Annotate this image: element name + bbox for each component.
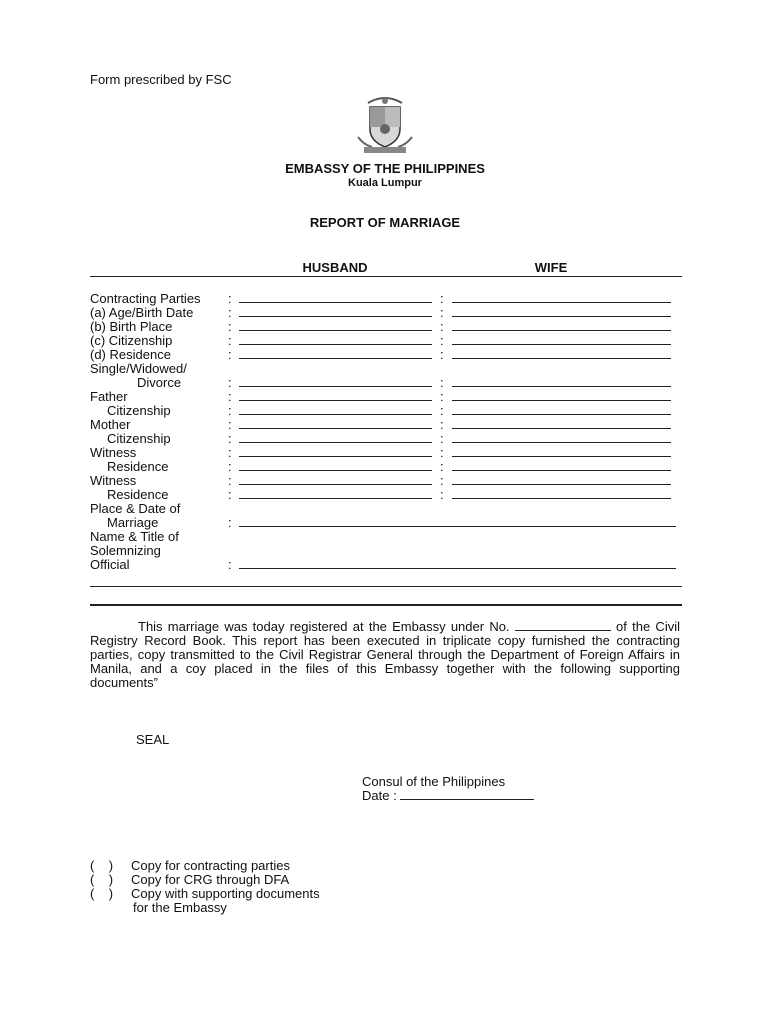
husband-birth-place-blank[interactable] bbox=[239, 330, 432, 331]
field-label-mother-citizenship: Citizenship bbox=[107, 431, 171, 446]
colon: : bbox=[440, 487, 444, 502]
coat-of-arms-icon bbox=[354, 93, 416, 155]
colon: : bbox=[228, 305, 232, 320]
field-label-witness-1-residence: Residence bbox=[107, 459, 169, 474]
colon: : bbox=[440, 459, 444, 474]
wife-age-blank[interactable] bbox=[452, 316, 671, 317]
field-label-civil-status: Single/Widowed/ bbox=[90, 361, 187, 376]
wife-contracting-parties-blank[interactable] bbox=[452, 302, 671, 303]
colon: : bbox=[440, 333, 444, 348]
field-label-citizenship: (c) Citizenship bbox=[90, 333, 173, 348]
colon: : bbox=[440, 347, 444, 362]
registry-number-blank[interactable] bbox=[515, 620, 611, 631]
field-label-place-date: Place & Date of bbox=[90, 501, 181, 516]
statement-part2: of the Civil Registry Record Book. This report has been executed in triplicate copy furnished the contracting parties, copy transmitted to the Civil Registrar General through the Department of Foreign Affairs in Manila, and a coy placed in the files of this Embassy together with the following supporting documents” bbox=[90, 619, 680, 690]
field-label-official: Official bbox=[90, 557, 130, 572]
copy-item-3: Copy with supporting documents bbox=[131, 886, 320, 901]
copy-item-3-continuation: for the Embassy bbox=[133, 900, 227, 915]
husband-column-header: HUSBAND bbox=[302, 260, 368, 275]
field-label-witness-1: Witness bbox=[90, 445, 137, 460]
husband-contracting-parties-blank[interactable] bbox=[239, 302, 432, 303]
field-label-witness-2-residence: Residence bbox=[107, 487, 169, 502]
field-label-solemnizing: Solemnizing bbox=[90, 543, 161, 558]
wife-mother-citizenship-blank[interactable] bbox=[452, 442, 671, 443]
colon: : bbox=[440, 305, 444, 320]
colon: : bbox=[228, 347, 232, 362]
witness-1-residence-blank[interactable] bbox=[239, 470, 432, 471]
field-label-contracting-parties: Contracting Parties bbox=[90, 291, 201, 306]
witness-1-extra-blank[interactable] bbox=[452, 456, 671, 457]
witness-1-name-blank[interactable] bbox=[239, 456, 432, 457]
husband-mother-citizenship-blank[interactable] bbox=[239, 442, 432, 443]
field-label-name-title: Name & Title of bbox=[90, 529, 179, 544]
colon: : bbox=[228, 319, 232, 334]
colon: : bbox=[228, 333, 232, 348]
statement-part1: This marriage was today registered at the Embassy under No. bbox=[138, 619, 510, 634]
colon: : bbox=[440, 291, 444, 306]
colon: : bbox=[228, 473, 232, 488]
wife-citizenship-blank[interactable] bbox=[452, 344, 671, 345]
colon: : bbox=[440, 403, 444, 418]
form-prescribed-note: Form prescribed by FSC bbox=[90, 72, 232, 87]
section-divider-bottom bbox=[90, 604, 682, 606]
colon: : bbox=[440, 473, 444, 488]
witness-1-residence-extra-blank[interactable] bbox=[452, 470, 671, 471]
colon: : bbox=[440, 375, 444, 390]
colon: : bbox=[228, 403, 232, 418]
seal-label: SEAL bbox=[136, 732, 170, 747]
colon: : bbox=[228, 431, 232, 446]
embassy-city: Kuala Lumpur bbox=[348, 177, 422, 189]
field-label-residence: (d) Residence bbox=[90, 347, 171, 362]
header-divider bbox=[90, 276, 682, 277]
wife-column-header: WIFE bbox=[534, 260, 568, 275]
copy-checkbox-1[interactable]: ( ) bbox=[90, 858, 114, 873]
colon: : bbox=[440, 389, 444, 404]
colon: : bbox=[228, 445, 232, 460]
solemnizing-official-blank[interactable] bbox=[239, 568, 676, 569]
wife-residence-blank[interactable] bbox=[452, 358, 671, 359]
section-divider-top bbox=[90, 586, 682, 587]
wife-birth-place-blank[interactable] bbox=[452, 330, 671, 331]
colon: : bbox=[440, 417, 444, 432]
registration-statement bbox=[90, 620, 680, 690]
colon: : bbox=[228, 375, 232, 390]
wife-father-citizenship-blank[interactable] bbox=[452, 414, 671, 415]
wife-mother-blank[interactable] bbox=[452, 428, 671, 429]
witness-2-residence-extra-blank[interactable] bbox=[452, 498, 671, 499]
colon: : bbox=[440, 431, 444, 446]
colon: : bbox=[440, 319, 444, 334]
copy-checkbox-2[interactable]: ( ) bbox=[90, 872, 114, 887]
field-label-marriage: Marriage bbox=[107, 515, 159, 530]
wife-father-blank[interactable] bbox=[452, 400, 671, 401]
colon: : bbox=[228, 557, 232, 572]
colon: : bbox=[228, 459, 232, 474]
witness-2-name-blank[interactable] bbox=[239, 484, 432, 485]
field-label-father: Father bbox=[90, 389, 128, 404]
colon: : bbox=[228, 291, 232, 306]
field-label-mother: Mother bbox=[90, 417, 131, 432]
consul-title: Consul of the Philippines bbox=[362, 774, 506, 789]
field-label-birth-place: (b) Birth Place bbox=[90, 319, 173, 334]
husband-age-blank[interactable] bbox=[239, 316, 432, 317]
witness-2-extra-blank[interactable] bbox=[452, 484, 671, 485]
witness-2-residence-blank[interactable] bbox=[239, 498, 432, 499]
husband-residence-blank[interactable] bbox=[239, 358, 432, 359]
consul-date-blank[interactable] bbox=[400, 789, 534, 800]
colon: : bbox=[228, 515, 232, 530]
husband-civil-status-blank[interactable] bbox=[239, 386, 432, 387]
report-title: REPORT OF MARRIAGE bbox=[309, 215, 461, 230]
field-label-father-citizenship: Citizenship bbox=[107, 403, 171, 418]
field-label-divorce: Divorce bbox=[137, 375, 182, 390]
wife-civil-status-blank[interactable] bbox=[452, 386, 671, 387]
field-label-age: (a) Age/Birth Date bbox=[90, 305, 194, 320]
colon: : bbox=[228, 389, 232, 404]
consul-date-row bbox=[362, 789, 534, 803]
field-label-witness-2: Witness bbox=[90, 473, 137, 488]
copy-checkbox-3[interactable]: ( ) bbox=[90, 886, 114, 901]
colon: : bbox=[440, 445, 444, 460]
copy-item-1: Copy for contracting parties bbox=[131, 858, 290, 873]
colon: : bbox=[228, 487, 232, 502]
husband-father-citizenship-blank[interactable] bbox=[239, 414, 432, 415]
embassy-name: EMBASSY OF THE PHILIPPINES bbox=[285, 161, 485, 176]
husband-father-blank[interactable] bbox=[239, 400, 432, 401]
consul-date-label: Date : bbox=[362, 788, 397, 803]
place-date-marriage-blank[interactable] bbox=[239, 526, 676, 527]
copy-item-2: Copy for CRG through DFA bbox=[131, 872, 290, 887]
colon: : bbox=[228, 417, 232, 432]
husband-citizenship-blank[interactable] bbox=[239, 344, 432, 345]
husband-mother-blank[interactable] bbox=[239, 428, 432, 429]
